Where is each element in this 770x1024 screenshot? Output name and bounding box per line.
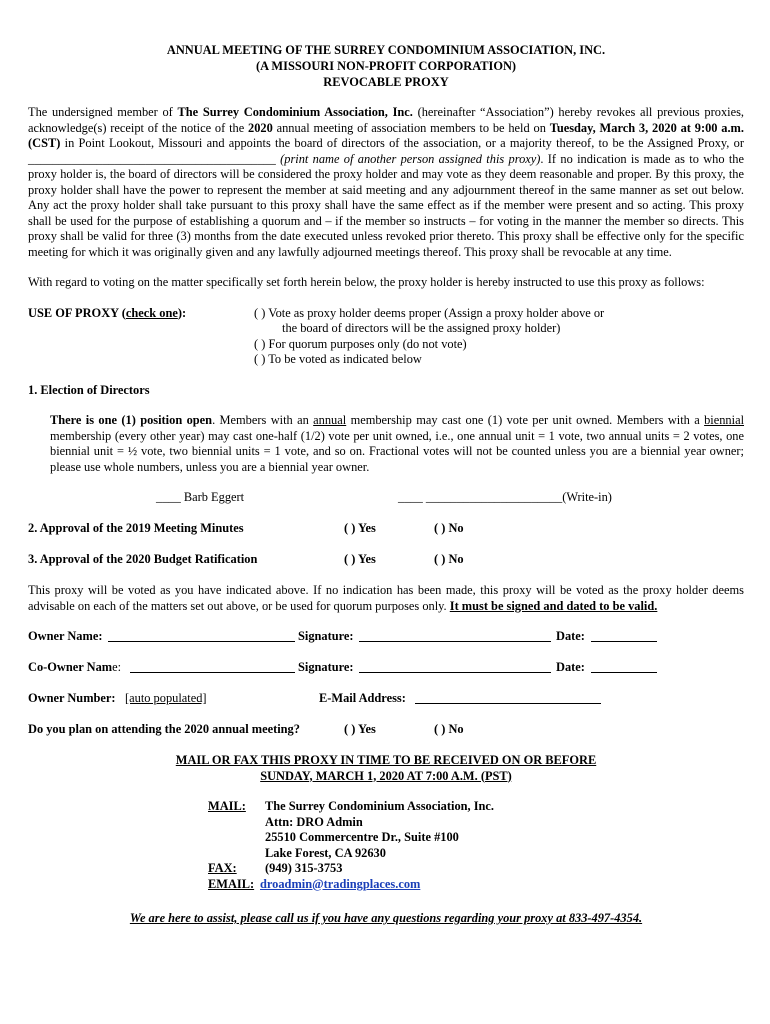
proxy-document [28,42,744,927]
election-heading: 1. Election of Directors [28,382,150,397]
address-line1: The Surrey Condominium Association, Inc. [265,799,495,813]
owner-signature-label: Signature: [298,629,354,643]
fax-label: FAX: [208,861,237,875]
coowner-date-label: Date: [556,660,585,674]
item2-label: 2. Approval of the 2019 Meeting Minutes [28,521,244,535]
owner-signature-field[interactable] [359,629,551,642]
coowner-name-label: Co-Owner Name: [28,660,122,674]
mail-notice-line2: SUNDAY, MARCH 1, 2020 AT 7:00 A.M. (PST) [260,768,512,783]
item3-no[interactable]: ( ) No [434,552,464,566]
owner-name-row [28,629,744,645]
proxy-option-quorum[interactable]: ( ) For quorum purposes only (do not vote) [254,336,467,351]
item2-row [28,521,744,537]
mail-label: MAIL: [208,799,246,813]
election-paragraph: There is one (1) position open. Members with an annual membership may cast one (1) vote per unit owned. Members with a biennial membership (every other year) may cast one-half (1/2) vote per unit owned, i.e., one annual unit = 1 vote, two annual units = 2 votes, one biennial unit = ½ vote, two biennial units = 1 vote, and so on. Fractional votes will not be counted unless you are a biennial year owner; please use whole numbers, unless you are a biennial year owner. [50,413,745,474]
candidate-row [28,490,744,506]
coowner-row [28,660,744,676]
voting-intro: With regard to voting on the matter specifically set forth herein below, the proxy holder is hereby instructed to use this proxy as follows: [28,275,705,289]
address-line4: Lake Forest, CA 92630 [265,845,386,860]
owner-number-label: Owner Number: [28,691,116,705]
email-label: E-Mail Address: [319,691,406,705]
item2-no[interactable]: ( ) No [434,521,464,535]
owner-name-label: Owner Name: [28,629,103,643]
owner-name-field[interactable] [108,629,295,642]
email-field[interactable] [415,691,601,704]
address-line2: Attn: DRO Admin [265,814,363,829]
doc-title-line3: REVOCABLE PROXY [323,75,449,89]
must-sign-note: It must be signed and dated to be valid. [449,598,658,613]
coowner-signature-label: Signature: [298,660,354,674]
email-link[interactable]: droadmin@tradingplaces.com [260,876,421,891]
attend-row [28,722,744,738]
writein-field[interactable]: ____ ______________________(Write-in) [398,490,612,504]
doc-title-line1: ANNUAL MEETING OF THE SURREY CONDOMINIUM ASSOCIATION, INC. [166,43,606,57]
fax-number: (949) 315-3753 [265,861,343,875]
proxy-option-as-indicated[interactable]: ( ) To be voted as indicated below [254,352,422,366]
coowner-date-field[interactable] [591,660,657,673]
attend-yes[interactable]: ( ) Yes [344,722,376,736]
intro-paragraph: The undersigned member of The Surrey Condominium Association, Inc. (hereinafter “Association”) hereby revokes all previous proxies, acknowledge(s) receipt of the notice of the 2020 annual meeting of association members to be held on Tuesday, March 3, 2020 at 9:00 a.m. (CST) in Point Lookout, Missouri and appoints the board of directors of the association, or a majority thereof, to be the Assigned Proxy, or ________________________________________ (print name of another person assigned this proxy). If no indication is made as to who the proxy holder is, the board of directors will be considered the proxy holder and may vote as they deem reasonable and proper. By this proxy, the proxy holder shall have the power to represent the member at said meeting and any adjournment thereof in the same manner as set out below. Any act the proxy holder shall take pursuant to this proxy shall have the same effect as if the member were present and so acting. This proxy shall be used for the purpose of establishing a quorum and – if the member so instructs – for voting in the manner the member so directs. This proxy shall be valid for three (3) months from the date executed unless revoked prior thereto. This proxy shall be effective only for the specific meeting for which it was originally given and any lawfully adjourned meetings thereof. This proxy shall be revocable at any time. [28,105,744,259]
print-name-hint: (print name of another person assigned this proxy) [280,151,541,166]
item3-label: 3. Approval of the 2020 Budget Ratification [28,552,258,566]
contact-block [28,799,744,893]
proxy-option-deems-proper-cont: the board of directors will be the assigned proxy holder) [282,321,561,335]
owner-number-row [28,691,744,707]
proxy-option-deems-proper[interactable]: ( ) Vote as proxy holder deems proper (Assign a proxy holder above or [254,305,605,320]
item2-yes[interactable]: ( ) Yes [344,521,376,535]
proxy-name-blank[interactable]: ________________________________________ [28,151,276,166]
association-name: The Surrey Condominium Association, Inc. [177,105,413,119]
coowner-name-field[interactable] [130,660,295,673]
attend-no[interactable]: ( ) No [434,722,464,736]
coowner-signature-field[interactable] [359,660,551,673]
owner-date-label: Date: [556,629,585,643]
email-contact-label: EMAIL: [208,876,255,891]
owner-number-value: [auto populated] [125,691,207,705]
closing-paragraph: This proxy will be voted as you have indicated above. If no indication has been made, this proxy will be voted as the proxy holder deems advisable on each of the matters set out above, or be used for quorum purposes only. It must be signed and dated to be valid. [28,583,744,613]
address-line3: 25510 Commercentre Dr., Suite #100 [265,830,459,844]
mail-notice-line1: MAIL OR FAX THIS PROXY IN TIME TO BE RECEIVED ON OR BEFORE [175,753,597,767]
item3-row [28,552,744,568]
use-of-proxy-label: USE OF PROXY (check one): [28,305,187,320]
attend-question: Do you plan on attending the 2020 annual meeting? [28,722,300,736]
use-of-proxy-section [28,306,744,368]
footer-note: We are here to assist, please call us if you have any questions regarding your proxy at 833-497-4354. [129,911,643,925]
candidate-barb-eggert[interactable]: ____ Barb Eggert [156,490,245,504]
owner-date-field[interactable] [591,629,657,642]
meeting-date: Tuesday, March 3, 2020 at 9:00 a.m. (CST) [28,120,744,150]
item3-yes[interactable]: ( ) Yes [344,552,376,566]
doc-title-line2: (A MISSOURI NON-PROFIT CORPORATION) [255,59,517,73]
